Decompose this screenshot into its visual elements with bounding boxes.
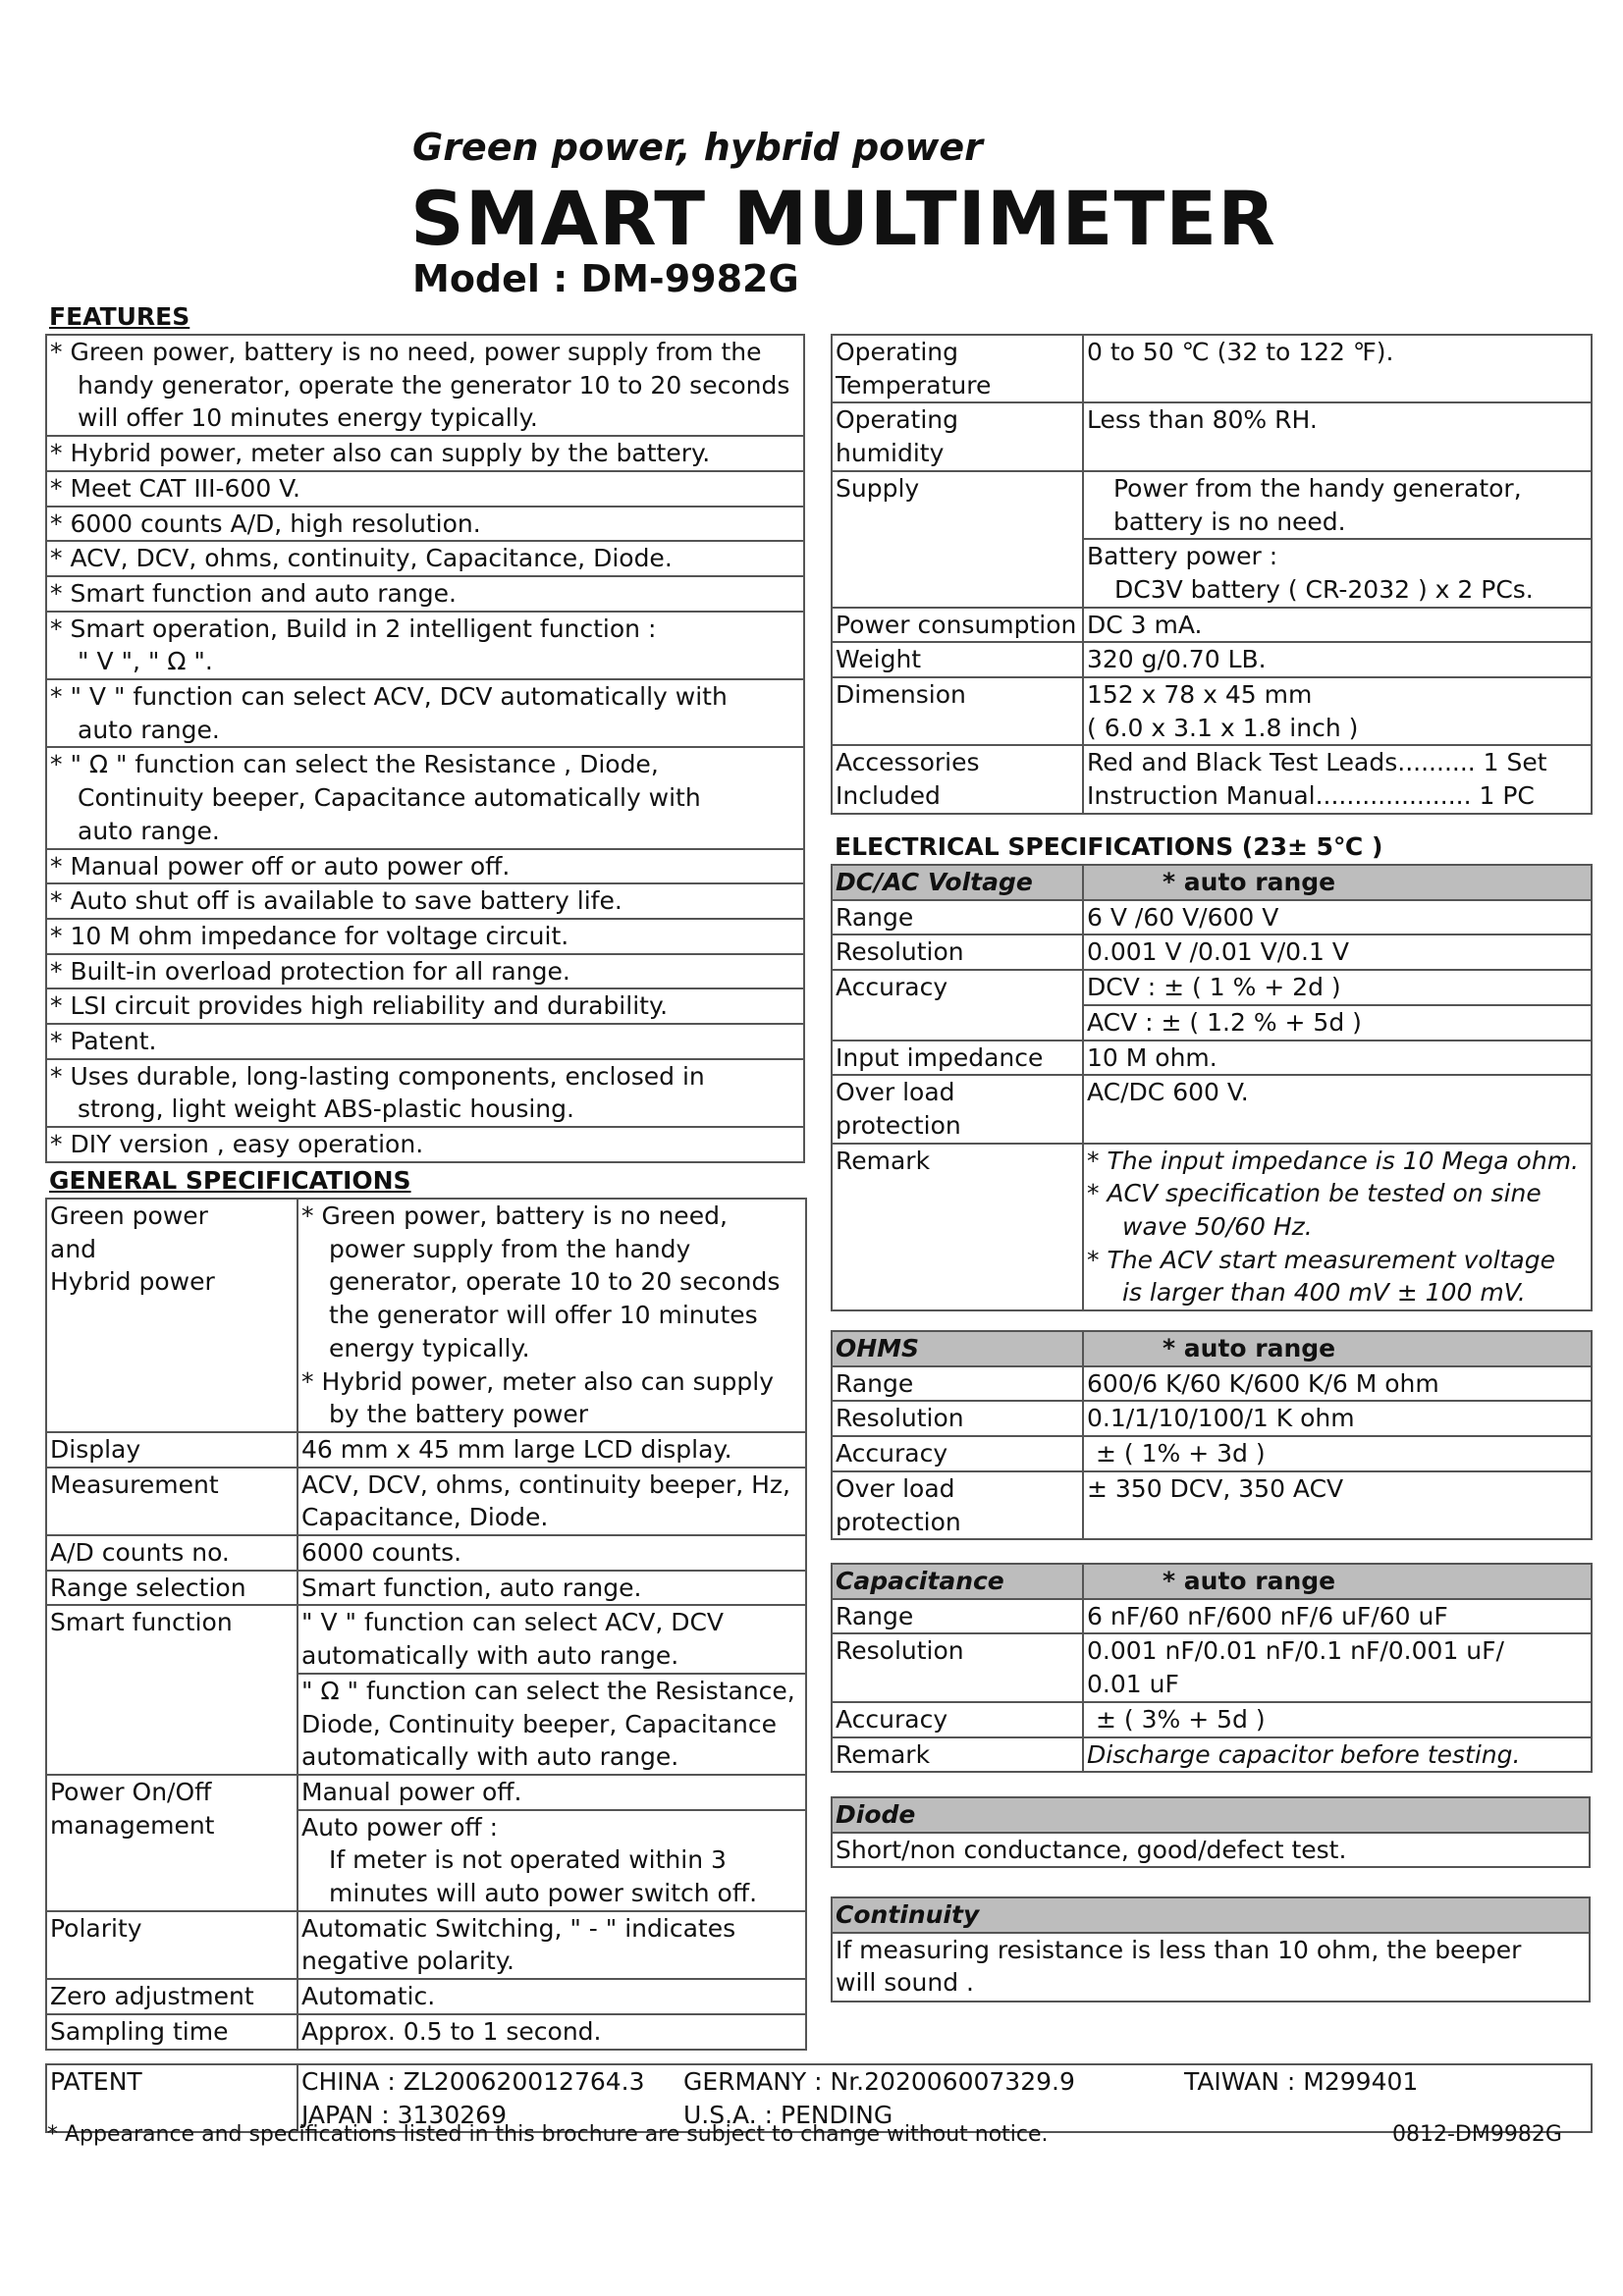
- accessories-label: Accessories Included: [832, 745, 1083, 813]
- general-specs-heading: GENERAL SPECIFICATIONS: [49, 1166, 411, 1195]
- display-label: Display: [46, 1432, 298, 1468]
- feature-item: * 10 M ohm impedance for voltage circuit.: [46, 919, 804, 954]
- green-power-value: * Green power, battery is no need, power supply from the handy generator, operate 10 to 20 seconds the generator will offer 10 minutes energy typically. * Hybrid power, meter also can supply by the battery power: [298, 1199, 806, 1432]
- continuity-header: Continuity: [832, 1897, 1590, 1933]
- continuity-value: If measuring resistance is less than 10 ohm, the beeper will sound .: [832, 1933, 1590, 2002]
- feature-item: * LSI circuit provides high reliability and durability.: [46, 988, 804, 1024]
- voltage-overload-label: Over load protection: [832, 1075, 1083, 1143]
- patent-taiwan: TAIWAN : M299401: [1181, 2064, 1592, 2132]
- voltage-accuracy-label: Accuracy: [832, 970, 1083, 1040]
- operating-humidity-value: Less than 80% RH.: [1083, 402, 1592, 470]
- features-table: [45, 334, 805, 1163]
- feature-item: * Green power, battery is no need, power supply from the handy generator, operate the generator 10 to 20 seconds will offer 10 minutes energy typically.: [46, 335, 804, 436]
- document-id: 0812-DM9982G: [1392, 2122, 1562, 2147]
- ad-counts-value: 6000 counts.: [298, 1535, 806, 1571]
- input-impedance-label: Input impedance: [832, 1041, 1083, 1076]
- power-management-label: Power On/Off management: [46, 1775, 298, 1911]
- voltage-resolution-value: 0.001 V /0.01 V/0.1 V: [1083, 934, 1592, 970]
- weight-value: 320 g/0.70 LB.: [1083, 642, 1592, 677]
- ohms-overload-label: Over load protection: [832, 1471, 1083, 1539]
- smart-function-ohm: " Ω " function can select the Resistance, Diode, Continuity beeper, Capacitance automatically with auto range.: [298, 1674, 806, 1775]
- feature-item: * " V " function can select ACV, DCV automatically with auto range.: [46, 679, 804, 747]
- diode-value: Short/non conductance, good/defect test.: [832, 1833, 1590, 1868]
- ohms-range-label: Range: [832, 1366, 1083, 1402]
- ohms-table: [831, 1330, 1593, 1540]
- zero-adjustment-value: Automatic.: [298, 1979, 806, 2014]
- ohms-range-value: 600/6 K/60 K/600 K/6 M ohm: [1083, 1366, 1592, 1402]
- dimension-label: Dimension: [832, 677, 1083, 745]
- feature-item: * " Ω " function can select the Resistance , Diode, Continuity beeper, Capacitance automatically with auto range.: [46, 747, 804, 848]
- voltage-accuracy-dcv: DCV : ± ( 1 % + 2d ): [1083, 970, 1592, 1005]
- power-consumption-value: DC 3 mA.: [1083, 608, 1592, 643]
- patent-label: PATENT: [46, 2064, 298, 2132]
- voltage-table: [831, 864, 1593, 1311]
- supply-battery-value: Battery power : DC3V battery ( CR-2032 ) x 2 PCs.: [1083, 539, 1592, 607]
- input-impedance-value: 10 M ohm.: [1083, 1041, 1592, 1076]
- supply-generator-value: Power from the handy generator, battery is no need.: [1083, 471, 1592, 539]
- display-value: 46 mm x 45 mm large LCD display.: [298, 1432, 806, 1468]
- voltage-remark-value: * The input impedance is 10 Mega ohm. * ACV specification be tested on sine wave 50/60 Hz. * The ACV start measurement voltage is larger than 400 mV ± 100 mV.: [1083, 1144, 1592, 1311]
- general-specs-table: [45, 1198, 807, 2051]
- sampling-time-value: Approx. 0.5 to 1 second.: [298, 2014, 806, 2050]
- voltage-remark-label: Remark: [832, 1144, 1083, 1311]
- feature-item: * Hybrid power, meter also can supply by the battery.: [46, 436, 804, 471]
- capacitance-table: [831, 1563, 1593, 1773]
- sampling-time-label: Sampling time: [46, 2014, 298, 2050]
- ohms-accuracy-label: Accuracy: [832, 1436, 1083, 1471]
- zero-adjustment-label: Zero adjustment: [46, 1979, 298, 2014]
- manual-power-value: Manual power off.: [298, 1775, 806, 1810]
- capacitance-range-label: Range: [832, 1599, 1083, 1634]
- ohms-resolution-label: Resolution: [832, 1401, 1083, 1436]
- voltage-accuracy-acv: ACV : ± ( 1.2 % + 5d ): [1083, 1005, 1592, 1041]
- environment-specs-table: [831, 334, 1593, 815]
- green-power-label: Green power and Hybrid power: [46, 1199, 298, 1432]
- accessories-value: Red and Black Test Leads.......... 1 Set Instruction Manual.................... 1 PC: [1083, 745, 1592, 813]
- patent-germany: GERMANY : Nr.202006007329.9: [683, 2067, 1075, 2096]
- footnote: * Appearance and specifications listed in this brochure are subject to change without notice.: [47, 2122, 1049, 2147]
- capacitance-header: Capacitance: [832, 1564, 1083, 1599]
- diode-table: [831, 1796, 1591, 1868]
- capacitance-resolution-value: 0.001 nF/0.01 nF/0.1 nF/0.001 uF/ 0.01 uF: [1083, 1633, 1592, 1701]
- feature-item: * ACV, DCV, ohms, continuity, Capacitance, Diode.: [46, 541, 804, 576]
- voltage-range-value: 6 V /60 V/600 V: [1083, 900, 1592, 935]
- feature-item: * Smart function and auto range.: [46, 576, 804, 612]
- feature-item: * DIY version , easy operation.: [46, 1127, 804, 1162]
- page-title: SMART MULTIMETER: [410, 175, 1276, 262]
- ad-counts-label: A/D counts no.: [46, 1535, 298, 1571]
- voltage-overload-value: AC/DC 600 V.: [1083, 1075, 1592, 1143]
- feature-item: * Uses durable, long-lasting components, enclosed in strong, light weight ABS-plastic housing.: [46, 1059, 804, 1127]
- ohms-auto-range: * auto range: [1083, 1331, 1592, 1366]
- measurement-label: Measurement: [46, 1468, 298, 1535]
- measurement-value: ACV, DCV, ohms, continuity beeper, Hz, Capacitance, Diode.: [298, 1468, 806, 1535]
- voltage-auto-range: * auto range: [1083, 865, 1592, 900]
- dimension-value: 152 x 78 x 45 mm ( 6.0 x 3.1 x 1.8 inch ): [1083, 677, 1592, 745]
- feature-item: * Manual power off or auto power off.: [46, 849, 804, 884]
- features-heading: FEATURES: [49, 302, 190, 331]
- patent-usa: U.S.A. : PENDING: [683, 2100, 893, 2129]
- supply-label: Supply: [832, 471, 1083, 608]
- capacitance-accuracy-label: Accuracy: [832, 1702, 1083, 1737]
- capacitance-auto-range: * auto range: [1083, 1564, 1592, 1599]
- model-number: Model : DM-9982G: [412, 257, 799, 300]
- subtitle: Green power, hybrid power: [412, 126, 983, 169]
- capacitance-range-value: 6 nF/60 nF/600 nF/6 uF/60 uF: [1083, 1599, 1592, 1634]
- ohms-overload-value: ± 350 DCV, 350 ACV: [1083, 1471, 1592, 1539]
- diode-header: Diode: [832, 1797, 1590, 1833]
- capacitance-resolution-label: Resolution: [832, 1633, 1083, 1701]
- feature-item: * Built-in overload protection for all range.: [46, 954, 804, 989]
- ohms-resolution-value: 0.1/1/10/100/1 K ohm: [1083, 1401, 1592, 1436]
- operating-temperature-value: 0 to 50 ℃ (32 to 122 ℉).: [1083, 335, 1592, 402]
- feature-item: * Meet CAT III-600 V.: [46, 471, 804, 507]
- feature-item: * Smart operation, Build in 2 intelligent function : " V ", " Ω ".: [46, 612, 804, 679]
- ohms-accuracy-value: ± ( 1% + 3d ): [1083, 1436, 1592, 1471]
- range-selection-value: Smart function, auto range.: [298, 1571, 806, 1606]
- feature-item: * Auto shut off is available to save battery life.: [46, 883, 804, 919]
- patent-japan: JAPAN : 3130269: [301, 2100, 507, 2129]
- electrical-specs-heading: ELECTRICAL SPECIFICATIONS (23± 5℃ ): [835, 832, 1383, 861]
- voltage-range-label: Range: [832, 900, 1083, 935]
- voltage-resolution-label: Resolution: [832, 934, 1083, 970]
- weight-label: Weight: [832, 642, 1083, 677]
- voltage-header: DC/AC Voltage: [832, 865, 1083, 900]
- patent-china: CHINA : ZL200620012764.3: [301, 2067, 645, 2096]
- capacitance-remark-label: Remark: [832, 1737, 1083, 1773]
- capacitance-accuracy-value: ± ( 3% + 5d ): [1083, 1702, 1592, 1737]
- feature-item: * 6000 counts A/D, high resolution.: [46, 507, 804, 542]
- continuity-table: [831, 1896, 1591, 2002]
- smart-function-v: " V " function can select ACV, DCV automatically with auto range.: [298, 1605, 806, 1673]
- ohms-header: OHMS: [832, 1331, 1083, 1366]
- capacitance-remark-value: Discharge capacitor before testing.: [1083, 1737, 1592, 1773]
- power-consumption-label: Power consumption: [832, 608, 1083, 643]
- polarity-value: Automatic Switching, " - " indicates negative polarity.: [298, 1911, 806, 1979]
- smart-function-label: Smart function: [46, 1605, 298, 1775]
- auto-power-value: Auto power off : If meter is not operated within 3 minutes will auto power switch off.: [298, 1810, 806, 1911]
- operating-temperature-label: Operating Temperature: [832, 335, 1083, 402]
- feature-item: * Patent.: [46, 1024, 804, 1059]
- polarity-label: Polarity: [46, 1911, 298, 1979]
- range-selection-label: Range selection: [46, 1571, 298, 1606]
- operating-humidity-label: Operating humidity: [832, 402, 1083, 470]
